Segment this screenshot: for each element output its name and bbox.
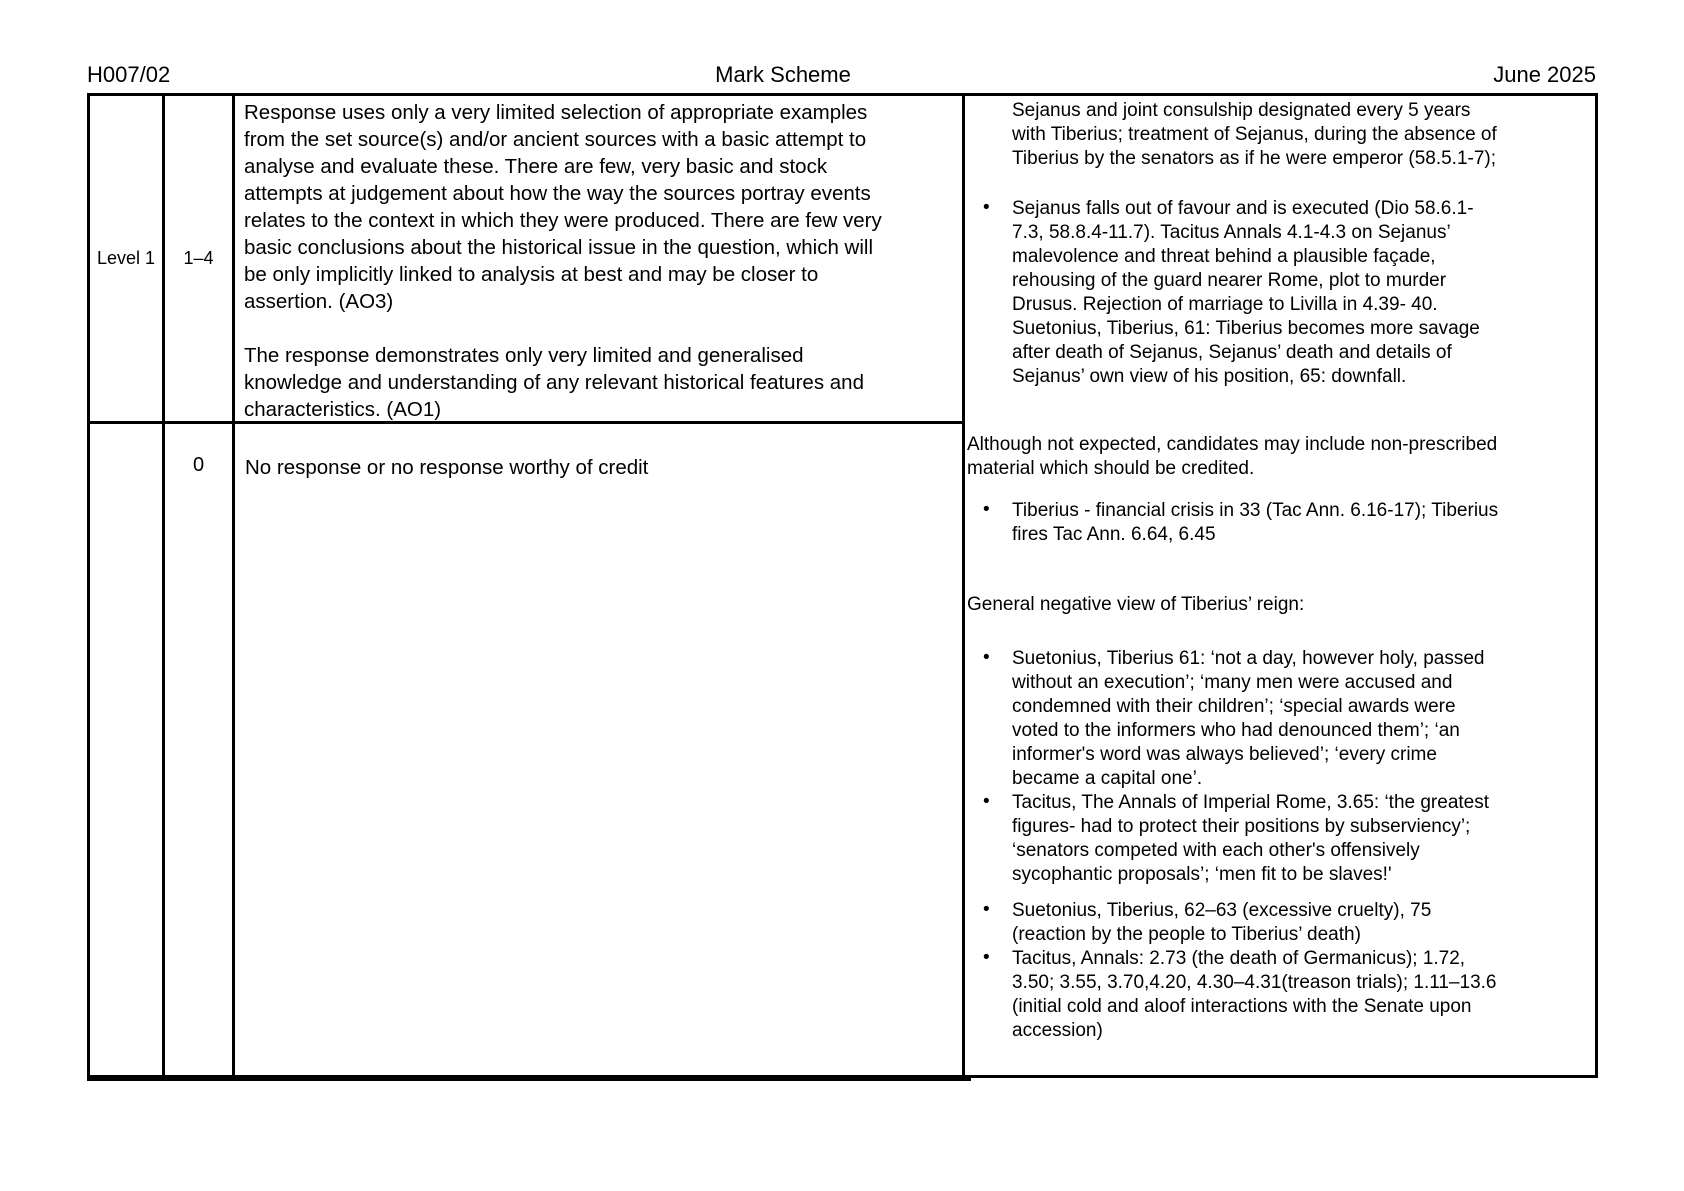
bullet-icon: • [983,499,990,520]
guidance-text: Tiberius - financial crisis in 33 (Tac Ann. 6.16-17); Tiberius fires Tac Ann. 6.64, 6.45 [1012,500,1499,545]
guidance-text: General negative view of Tiberius’ reign: [967,594,1305,615]
bullet-icon: • [983,647,990,668]
marks-cell [165,424,235,1075]
guidance-text: Tacitus, The Annals of Imperial Rome, 3.65: ‘the greatest figures- had to protect their positions by subserviency’; ‘senators competed with each other's offensively sycophantic proposals’; ‘men fit to be slaves!' [1012,792,1490,885]
guidance-bullet-item [967,647,1501,791]
guidance-text: Tacitus, Annals: 2.73 (the death of Germanicus); 1.72, 3.50; 3.55, 3.70,4.20, 4.30–4.31(treason trials); 1.11–13.6 (initial cold and aloof interactions with the Senate upon accession) [1012,948,1497,1041]
description-paragraph: No response or no response worthy of credit [245,456,649,479]
guidance-bullet-item [967,791,1501,887]
guidance-bullet-item [967,197,1501,389]
guidance-cell [965,96,1595,1075]
mark-scheme-table [87,93,1598,1078]
level-cell [90,96,165,424]
guidance-text: Suetonius, Tiberius 61: ‘not a day, however holy, passed without an execution’; ‘many men were accused and condemned with their children’; ‘special awards were voted to the informers who had denounced them’; ‘an informer's word was always believed’; ‘every crime became a capital one’. [1012,648,1485,789]
guidance-paragraph [967,593,1501,617]
guidance-text: Sejanus and joint consulship designated every 5 years with Tiberius; treatment of Sejanus, during the absence of Tiberius by the senators as if he were emperor (58.5.1-7); [1012,100,1497,169]
guidance-paragraph [967,433,1501,481]
level-label: Level 1 [96,248,156,268]
marks-cell [165,96,235,424]
description-cell [235,424,965,1075]
guidance-text: Although not expected, candidates may include non-prescribed material which should be credited. [967,434,1498,479]
marks-label: 0 [192,454,205,476]
level-cell-empty [90,424,165,1075]
header-date: June 2025 [1493,62,1596,87]
description-cell [235,96,965,424]
guidance-paragraph [1012,99,1499,171]
guidance-bullet-item [967,947,1501,1043]
bullet-icon: • [983,947,990,968]
guidance-text: Sejanus falls out of favour and is executed (Dio 58.6.1-7.3, 58.8.4-11.7). Tacitus Annals 4.1-4.3 on Sejanus’ malevolence and threat behind a plausible façade, rehousing of the guard nearer Rome, plot to murder Drusus. Rejection of marriage to Livilla in 4.39- 40. Suetonius, Tiberius, 61: Tiberius becomes more savage after death of Sejanus, Sejanus’ death and details of Sejanus’ own view of his position, 65: downfall. [1012,198,1480,387]
table-bottom-border [87,1078,971,1081]
marks-label: 1–4 [183,248,214,268]
description-paragraph: The response demonstrates only very limited and generalised knowledge and understanding of any relevant historical features and characteristics. (AO1) [244,344,864,421]
bullet-icon: • [983,899,990,920]
page-header [87,62,1598,90]
guidance-bullet-item [967,499,1501,547]
header-title: Mark Scheme [715,62,851,87]
description-paragraph: Response uses only a very limited selection of appropriate examples from the set source(s) and/or ancient sources with a basic attempt to analyse and evaluate these. There are few, very basic and stock attempts at judgement about how the way the sources portray events relates to the context in which they were produced. There are few very basic conclusions about the historical issue in the question, which will be only implicitly linked to analysis at best and may be closer to assertion. (AO3) [244,101,882,313]
guidance-text: Suetonius, Tiberius, 62–63 (excessive cruelty), 75 (reaction by the people to Tiberius’ death) [1012,900,1432,945]
guidance-bullet-item [967,899,1501,947]
bullet-icon: • [983,791,990,812]
header-paper-code: H007/02 [87,62,171,87]
bullet-icon: • [983,197,990,218]
